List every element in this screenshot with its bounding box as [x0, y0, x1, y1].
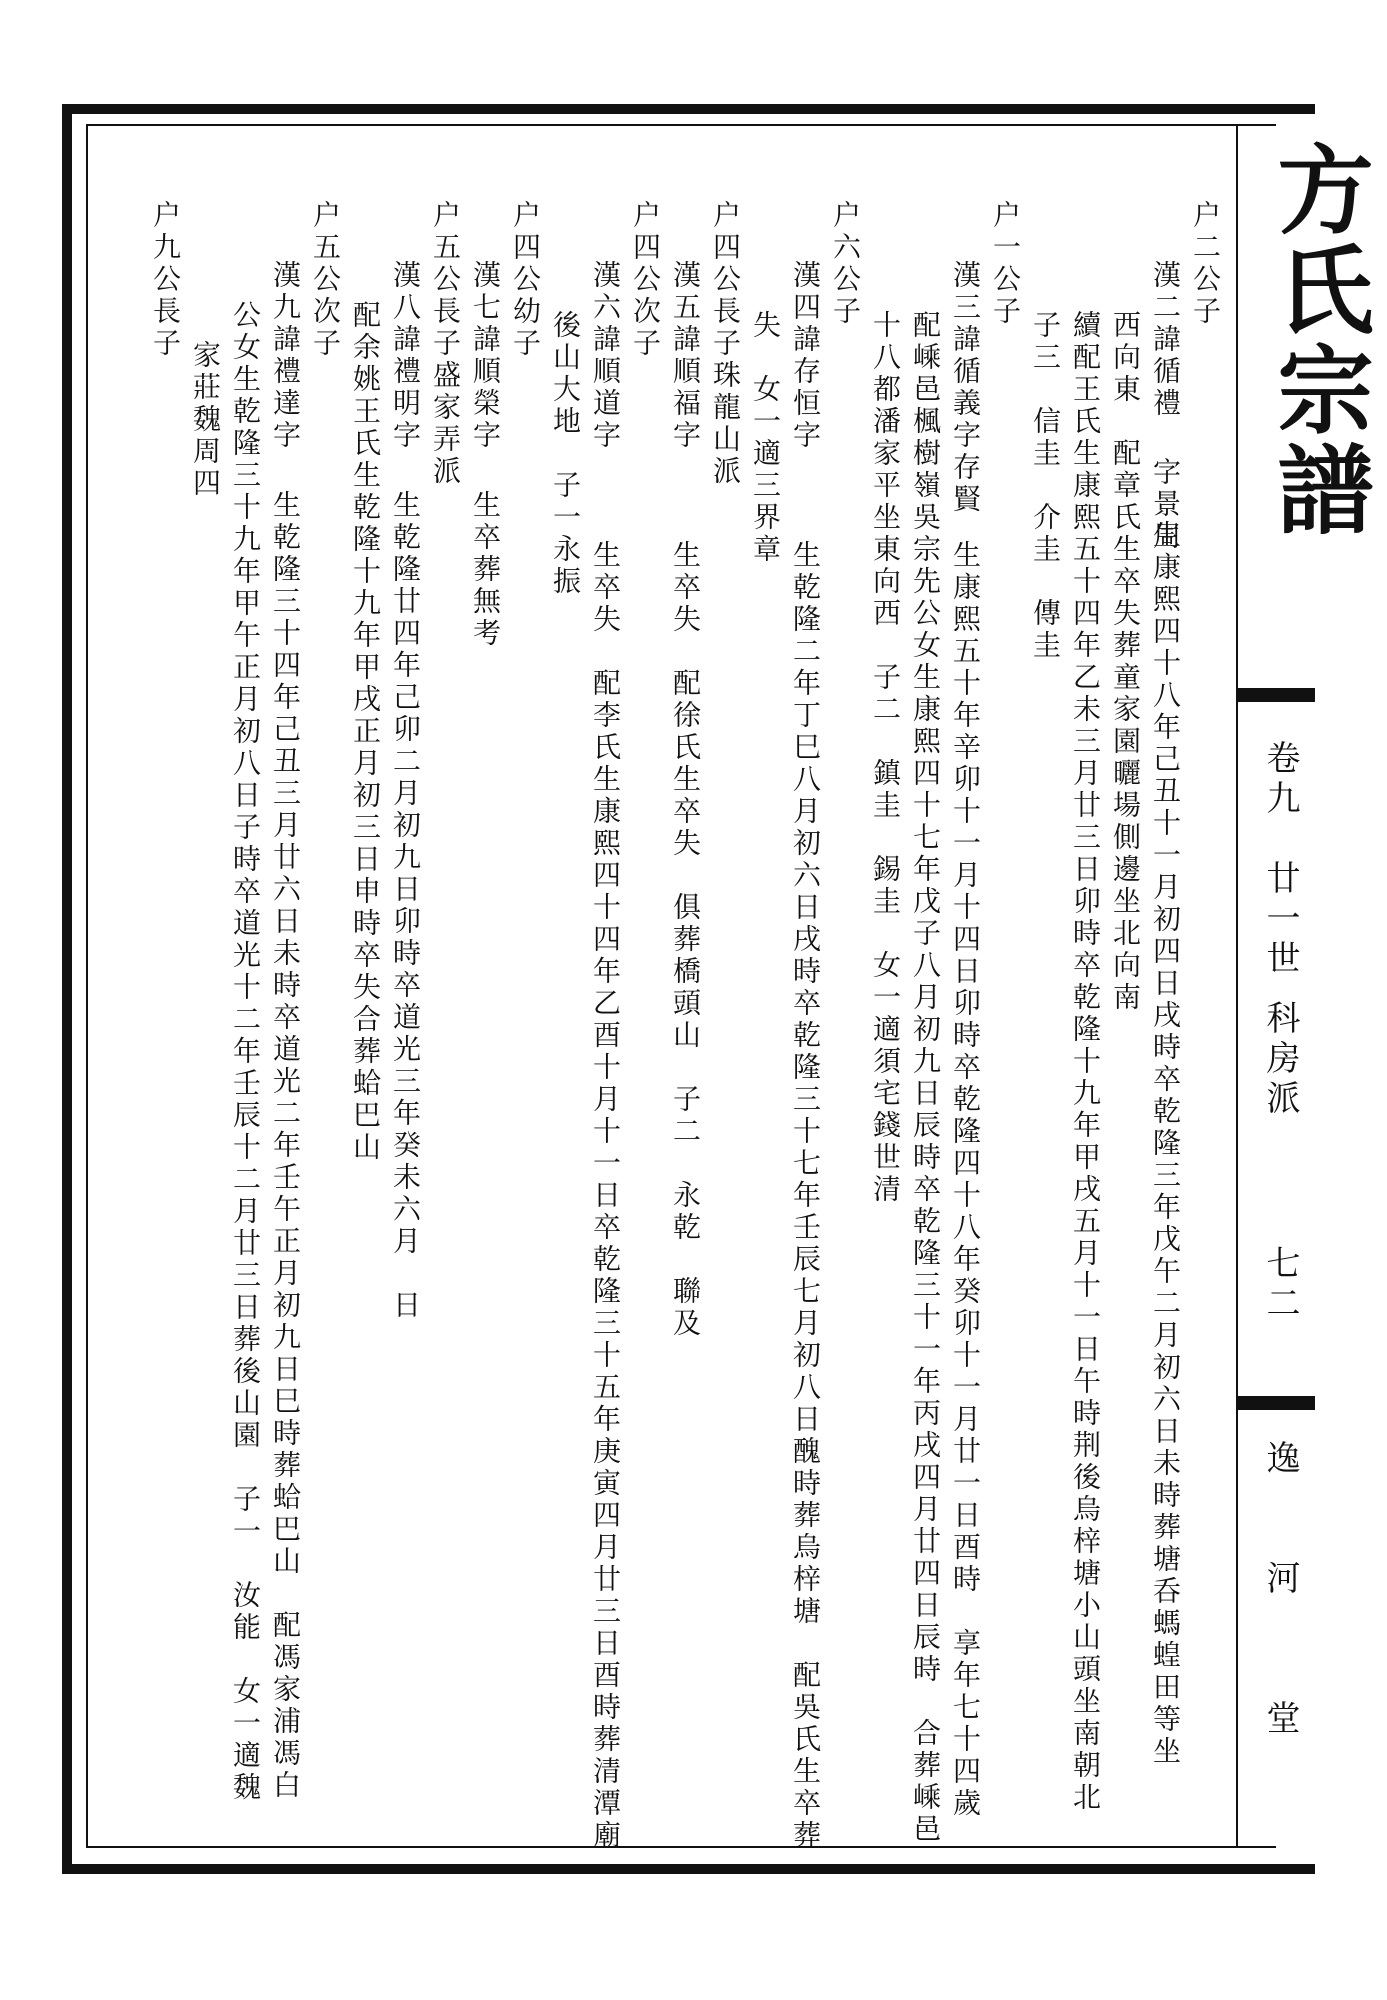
column-14 [668, 260, 702, 452]
column-16 [588, 260, 622, 452]
column-25-text: 公女生乾隆三十九年甲午正月初八日子時卒道光十二年壬辰十二月廿三日葬後山園 子一 汝能 女一適魏 [229, 300, 262, 1804]
hall-name-char-2: 河 [1260, 1560, 1300, 1600]
column-8 [908, 310, 942, 1846]
column-16-head: 漢六諱順道字 [589, 260, 622, 452]
column-19-head: 漢七諱順榮字 [469, 260, 502, 452]
column-17 [548, 310, 582, 598]
column-22-text: 配余姚王氏生乾隆十九年甲戌正月初三日申時卒失合葬蛤巴山 [349, 300, 382, 1164]
column-14-text: 生卒失 配徐氏生卒失 俱葬橋頭山 子二 永乾 聯及 [669, 540, 702, 1340]
column-11-text: 生乾隆二年丁巳八月初六日戌時卒乾隆三十七年壬辰七月初八日醜時葬烏梓塘 配吳氏生卒葬 [789, 540, 822, 1852]
spine-band-upper [1236, 688, 1315, 702]
column-2 [1148, 260, 1182, 553]
column-26-text: 家莊魏周四 [189, 340, 222, 500]
column-14-head: 漢五諱順福字 [669, 260, 702, 452]
column-19-body [468, 490, 502, 650]
column-20-text: 户五公長子盛家弄派 [429, 200, 462, 488]
column-23 [308, 200, 342, 360]
volume-label: 卷九 [1260, 740, 1300, 820]
column-13-text: 户四公長子珠龍山派 [709, 200, 742, 488]
column-21-head: 漢八諱禮明字 [389, 260, 422, 452]
hall-name-char-3: 堂 [1260, 1700, 1300, 1740]
column-20 [428, 200, 462, 488]
column-18-text: 户四公幼子 [509, 200, 542, 360]
column-6 [988, 200, 1022, 328]
column-13 [708, 200, 742, 488]
column-8-text: 配嵊邑楓樹嶺吳宗先公女生康熙四十七年戊子八月初九日辰時卒乾隆三十一年丙戌四月廿四日辰時 合葬嵊邑 [909, 310, 942, 1846]
column-19 [468, 260, 502, 452]
column-1 [1188, 200, 1222, 328]
column-9-text: 十八都潘家平坐東向西 子二 鎮圭 錫圭 女一適須宅錢世清 [869, 310, 902, 1206]
column-3-text: 西向東 配章氏生卒失葬童家園曬場側邊坐北向南 [1109, 310, 1142, 1014]
column-21-body [388, 490, 422, 1322]
column-15-text: 户四公次子 [629, 200, 662, 360]
column-10-text: 户六公子 [829, 200, 862, 328]
column-11-head: 漢四諱存恒字 [789, 260, 822, 452]
book-title: 方氏宗譜 [1262, 140, 1375, 540]
branch-label: 科房派 [1260, 1000, 1300, 1120]
column-7-head: 漢三諱循義字存賢 [949, 260, 982, 516]
column-21 [388, 260, 422, 452]
column-2-body [1148, 520, 1182, 1768]
column-18 [508, 200, 542, 360]
column-2-text: 生康熙四十八年己丑十一月初四日戌時卒乾隆三年戊午二月初六日未時葬塘呑螞蝗田等坐 [1149, 520, 1182, 1768]
column-9 [868, 310, 902, 1206]
column-5 [1028, 310, 1062, 662]
column-7-body [948, 540, 982, 1820]
column-22 [348, 300, 382, 1164]
column-12 [748, 310, 782, 566]
column-19-text: 生卒葬無考 [469, 490, 502, 650]
column-6-text: 户一公子 [989, 200, 1022, 328]
column-12-text: 失 女一適三界章 [749, 310, 782, 566]
column-4 [1068, 310, 1102, 1814]
column-5-text: 子三 信圭 介圭 傳圭 [1029, 310, 1062, 662]
column-27-text: 户九公長子 [149, 200, 182, 360]
spine-band-lower [1236, 1396, 1315, 1410]
column-4-text: 續配王氏生康熙五十四年乙未三月廿三日卯時卒乾隆十九年甲戌五月十一日午時荆後烏梓塘小山頭坐南朝北 [1069, 310, 1102, 1814]
column-21-text: 生乾隆廿四年己卯二月初九日卯時卒道光三年癸未六月 日 [389, 490, 422, 1322]
page-number: 七二 [1260, 1245, 1300, 1325]
generation-label: 廿一世 [1260, 860, 1300, 980]
column-1-text: 户二公子 [1189, 200, 1222, 328]
column-23-text: 户五公次子 [309, 200, 342, 360]
column-7 [948, 260, 982, 516]
column-3 [1108, 310, 1142, 1014]
column-16-text: 生卒失 配李氏生康熙四十四年乙酉十月十一日卒乾隆三十五年庚寅四月廿三日酉時葬清潭廟 [589, 540, 622, 1852]
spine-rule [1236, 124, 1238, 1848]
column-27 [148, 200, 182, 360]
column-17-text: 後山大地 子一永振 [549, 310, 582, 598]
column-24-head: 漢九諱禮達字 [269, 260, 302, 452]
column-11-body [788, 540, 822, 1852]
column-11 [788, 260, 822, 452]
column-26 [188, 340, 222, 500]
column-14-body [668, 540, 702, 1340]
column-2-head: 漢二諱循禮 字景周 [1149, 260, 1182, 553]
column-10 [828, 200, 862, 328]
column-15 [628, 200, 662, 360]
column-25 [228, 300, 262, 1804]
hall-name-char-1: 逸 [1260, 1440, 1300, 1480]
column-7-text: 生康熙五十年辛卯十一月十四日卯時卒乾隆四十八年癸卯十一月廿一日酉時 享年七十四歲 [949, 540, 982, 1820]
column-24-text: 生乾隆三十四年己丑三月廿六日未時卒道光二年壬午正月初九日巳時葬蛤巴山 配馮家浦馮白 [269, 490, 302, 1802]
column-24 [268, 260, 302, 452]
column-24-body [268, 490, 302, 1802]
column-16-body [588, 540, 622, 1852]
